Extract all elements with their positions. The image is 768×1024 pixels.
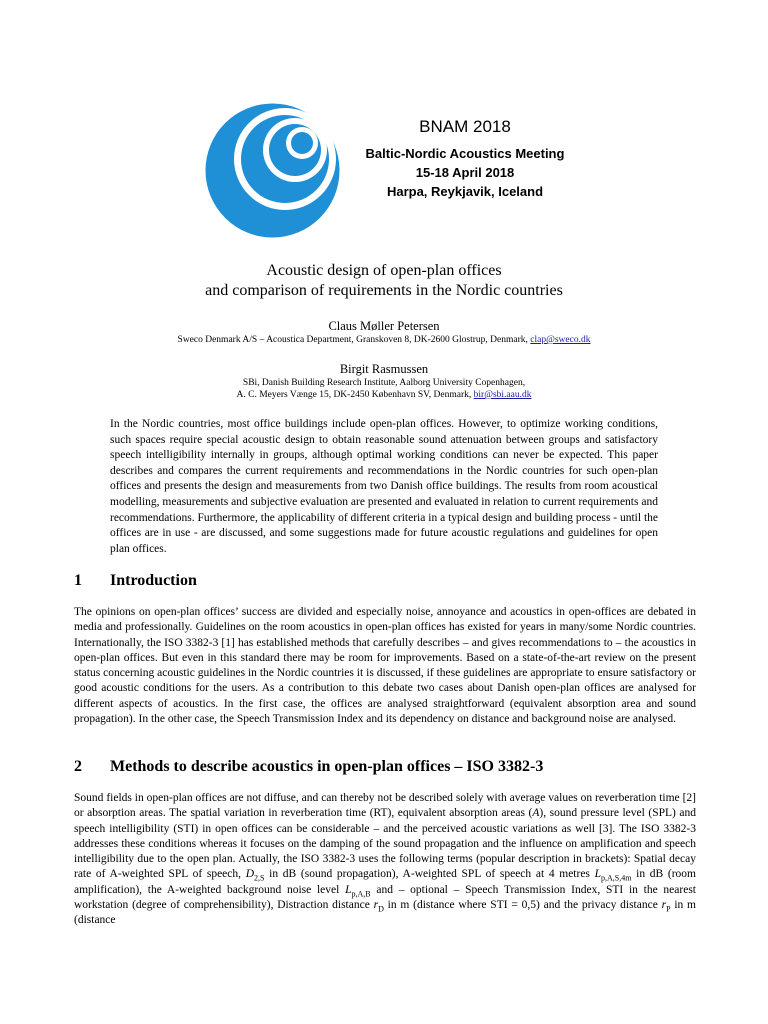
subscript: p,A,S,4m	[601, 873, 632, 883]
subscript: 2,S	[254, 873, 265, 883]
author-email-link[interactable]: bir@sbi.aau.dk	[473, 390, 532, 400]
conference-name: BNAM 2018	[419, 117, 511, 136]
symbol-r: r	[661, 899, 667, 912]
section-title: Methods to describe acoustics in open-plan offices – ISO 3382-3	[110, 758, 544, 775]
body-text: in m (distance	[74, 899, 696, 927]
section-title: Introduction	[110, 572, 197, 589]
symbol-L: L	[594, 868, 601, 881]
author-name: Claus Møller Petersen	[328, 319, 440, 333]
body-text: ), sound pressure level (SPL) and speech intelligibility (STI) in open offices can be considerable – and the perceived acoustic variations as well [3]. The ISO 3382-3 addresses these conditions whereas it focuses on the damping of the sound propagation and the influence on amplification and speech intelligibility due to the open plan. Actually, the ISO 3382-3 uses the following terms (popular description in brackets): Spatial decay rate of A-weighted SPL of speech,	[74, 807, 696, 881]
paper-title-line-1: Acoustic design of open-plan offices	[266, 262, 502, 279]
affiliation-text: Sweco Denmark A/S – Acoustica Department, Granskoven 8, DK-2600 Glostrup, Denmark,	[177, 335, 531, 345]
introduction-paragraph: The opinions on open-plan offices’ success are divided and especially noise, annoyance and acoustics in open-offices are debated in media and professionally. Guidelines on the room acoustics in open-plan offices has existed for years in many/some Nordic countries. Internationally, the ISO 3382-3 [1] has established methods that carefully describes – and gives recommendations to – the acoustics in open-plan offices. But even in this standard there may be room for improvements. Based on a state-of-the-art review on the present status concerning acoustic guidelines in the Nordic countries it is discussed, if these guidelines are appropriate to ensure satisfactory or good acoustic conditions for the users. As a contribution to this debate two cases about Danish open-plan offices are analysed for different aspects of acoustics. In the first case, the offices are analysed straightforward (equivalent absorption area and sound propagation). In the other case, the Speech Transmission Index and its dependency on distance and background noise are analysed.	[74, 606, 696, 726]
symbol-r: r	[373, 899, 379, 912]
affiliation-text: A. C. Meyers Vænge 15, DK-2450 København SV, Denmark,	[236, 390, 474, 400]
conference-location: Harpa, Reykjavik, Iceland	[386, 184, 544, 199]
author-affiliation	[0, 390, 768, 400]
body-text: and – optional – Speech Transmission Index, STI in the nearest workstation (degree of comprehensibility), Distraction distance	[74, 883, 696, 912]
methods-paragraph	[74, 791, 696, 929]
author-email-link[interactable]: clap@sweco.dk	[530, 335, 591, 345]
body-text: in dB (sound propagation), A-weighted SPL of speech at 4 metres	[264, 868, 595, 881]
author-affiliation: SBi, Danish Building Research Institute, Aalborg University Copenhagen,	[242, 378, 526, 388]
body-text: in dB (room amplification), the A-weighted background noise level	[74, 868, 696, 896]
symbol-L: L	[345, 883, 352, 896]
subscript: p,A,B	[351, 889, 371, 899]
conference-subtitle: Baltic-Nordic Acoustics Meeting	[365, 146, 565, 161]
conference-dates: 15-18 April 2018	[415, 165, 515, 180]
section-heading-methods	[74, 758, 543, 776]
body-text: Sound fields in open-plan offices are not diffuse, and can thereby not be described solely with average values on reverberation time [2] or absorption areas. The spatial variation in reverberation time (RT), equivalent absorption areas (	[74, 792, 696, 820]
body-text: in m (distance where STI = 0,5) and the privacy distance	[383, 899, 662, 912]
section-number: 2	[74, 758, 82, 775]
symbol-D: D	[245, 868, 255, 881]
abstract: In the Nordic countries, most office buildings include open-plan offices. However, to optimize working conditions, such spaces require special acoustic design to obtain reasonable sound attenuation between groups and satisfactory speech intelligibility internally in groups, although optimal working conditions can never be expected. This paper describes and compares the current requirements and recommendations in the Nordic countries for such open-plan offices and presents the design and measurements from two Danish office buildings. The results from room acoustical modelling, measurements and subjective evaluation are presented and evaluated in relation to current requirements and recommendations. Furthermore, the applicability of different criteria in a typical design and building process - until the offices are in use - are discussed, and some suggestions made for future acoustic regulations and guidelines for open plan offices.	[110, 418, 658, 555]
section-number: 1	[74, 572, 82, 589]
subscript: D	[378, 904, 384, 914]
author-affiliation	[0, 335, 768, 345]
subscript: P	[666, 904, 671, 914]
paper-title-line-2: and comparison of requirements in the Nordic countries	[205, 282, 563, 299]
bnam-logo-icon	[205, 103, 340, 238]
section-heading-introduction	[74, 572, 197, 590]
author-name: Birgit Rasmussen	[339, 362, 429, 376]
symbol-A: A	[532, 807, 540, 820]
